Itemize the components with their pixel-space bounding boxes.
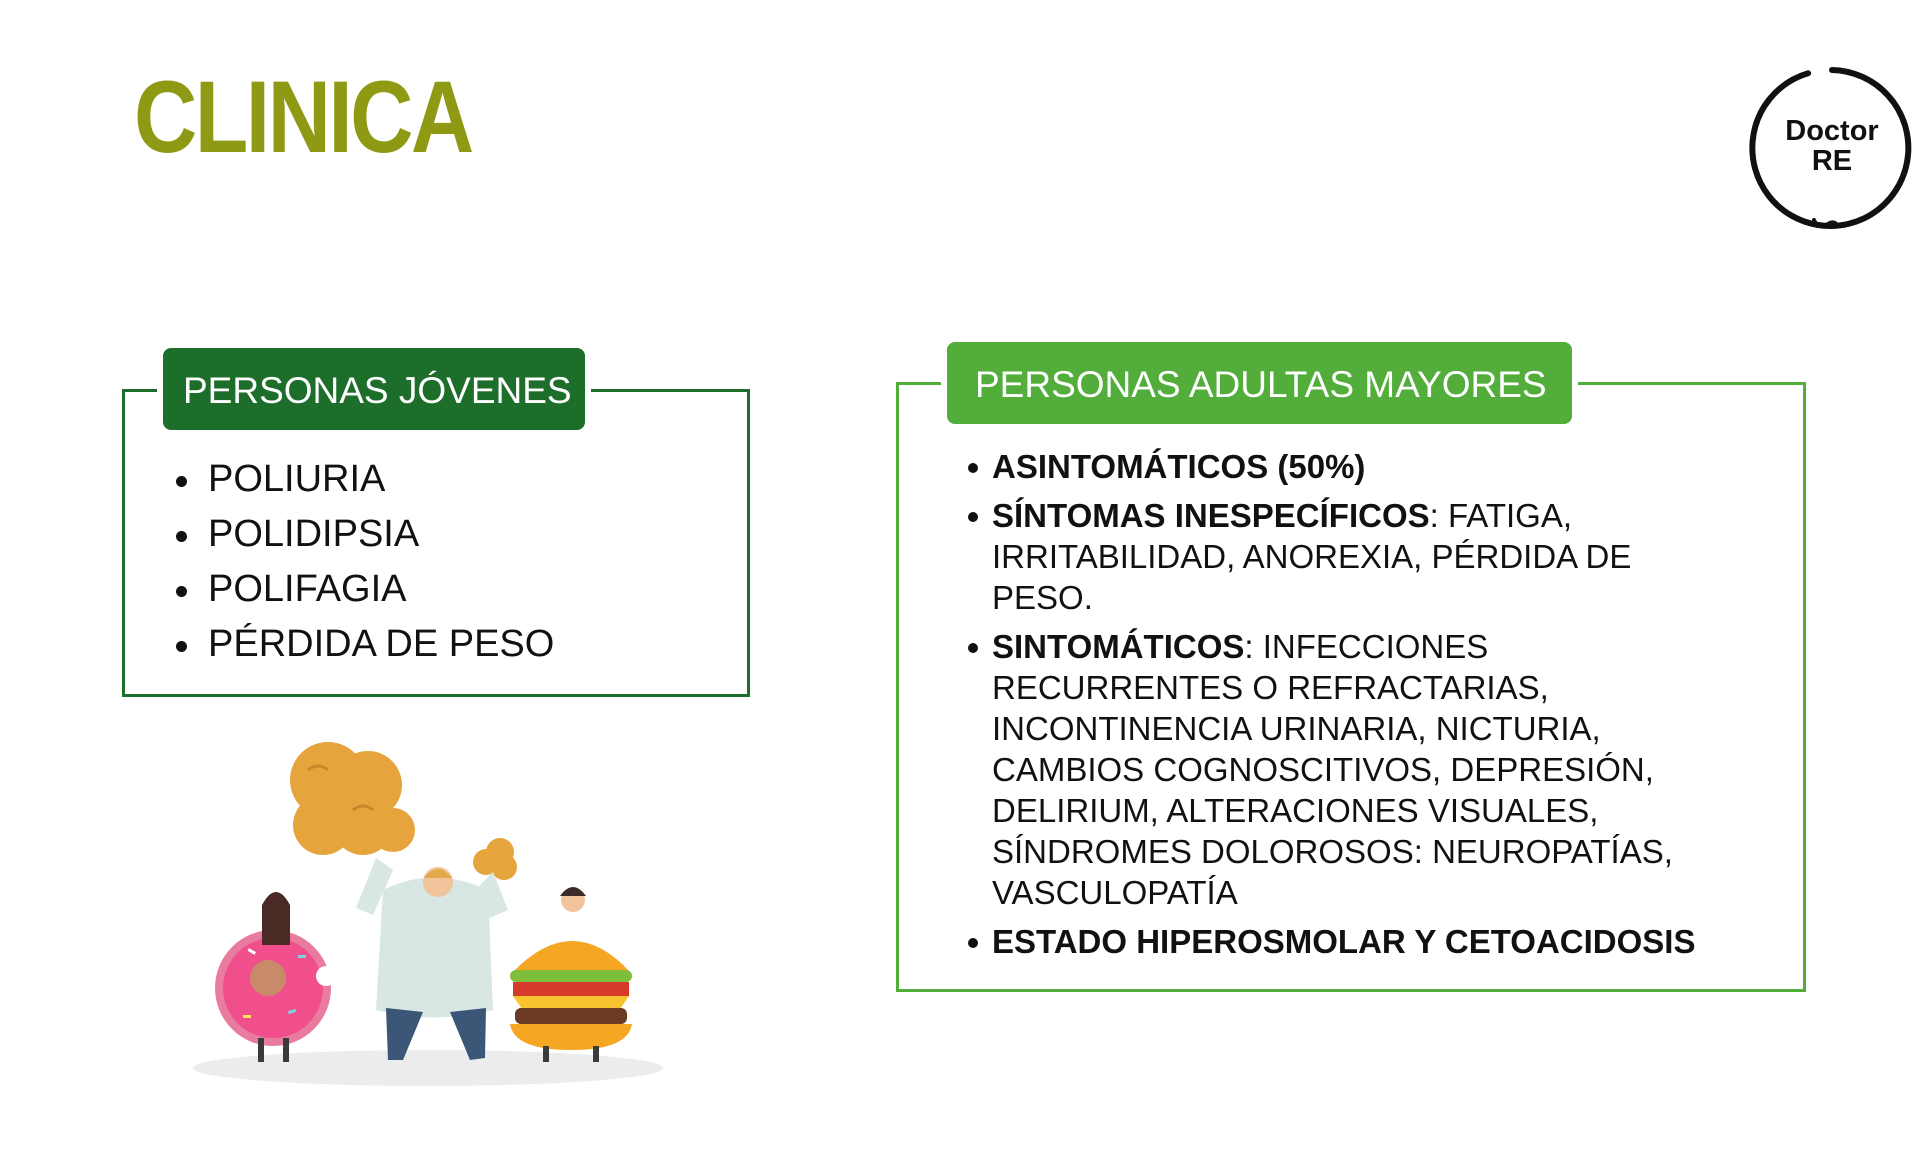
list-item [968,446,1728,487]
older-adults-header: PERSONAS ADULTAS MAYORES [941,336,1578,430]
item-text: : INFECCIONES RECURRENTES O REFRACTARIAS, INCONTINENCIA URINARIA, NICTURIA, CAMBIOS COGNOSCITIVOS, DEPRESIÓN, DELIRIUM, ALTERACIONES VISUALES, SÍNDROMES DOLOROSOS: NEUROPATÍAS, VASCULOPATÍA [992,628,1673,911]
burger-person-icon [510,887,632,1062]
logo-text [1748,116,1916,176]
item-text: : FATIGA, IRRITABILIDAD, ANOREXIA, PÉRDIDA DE PESO. [992,497,1632,616]
fried-chicken-icon [290,742,517,880]
list-item [968,921,1728,962]
young-people-header: PERSONAS JÓVENES [157,342,591,436]
list-item [968,495,1728,618]
item-bold: SÍNTOMAS INESPECÍFICOS [992,497,1430,534]
doctor-re-logo [1748,64,1916,232]
item-bold: ASINTOMÁTICOS (50%) [992,448,1366,485]
list-item [968,626,1728,913]
item-bold: SINTOMÁTICOS [992,628,1245,665]
young-symptoms-list [174,452,554,672]
junk-food-people-illustration [188,740,668,1090]
logo-line-2: RE [1811,145,1853,177]
logo-line-1: Doctor [1785,115,1879,147]
person-center-icon [356,858,508,1060]
donut-person-icon [215,892,336,1062]
list-item: POLIURIA [174,452,554,507]
page-title: CLINICA [134,60,472,174]
list-item: PÉRDIDA DE PESO [174,617,554,672]
list-item: POLIDIPSIA [174,507,554,562]
item-bold: ESTADO HIPEROSMOLAR Y CETOACIDOSIS [992,923,1696,960]
list-item: POLIFAGIA [174,562,554,617]
older-adults-symptoms-list [968,446,1728,970]
